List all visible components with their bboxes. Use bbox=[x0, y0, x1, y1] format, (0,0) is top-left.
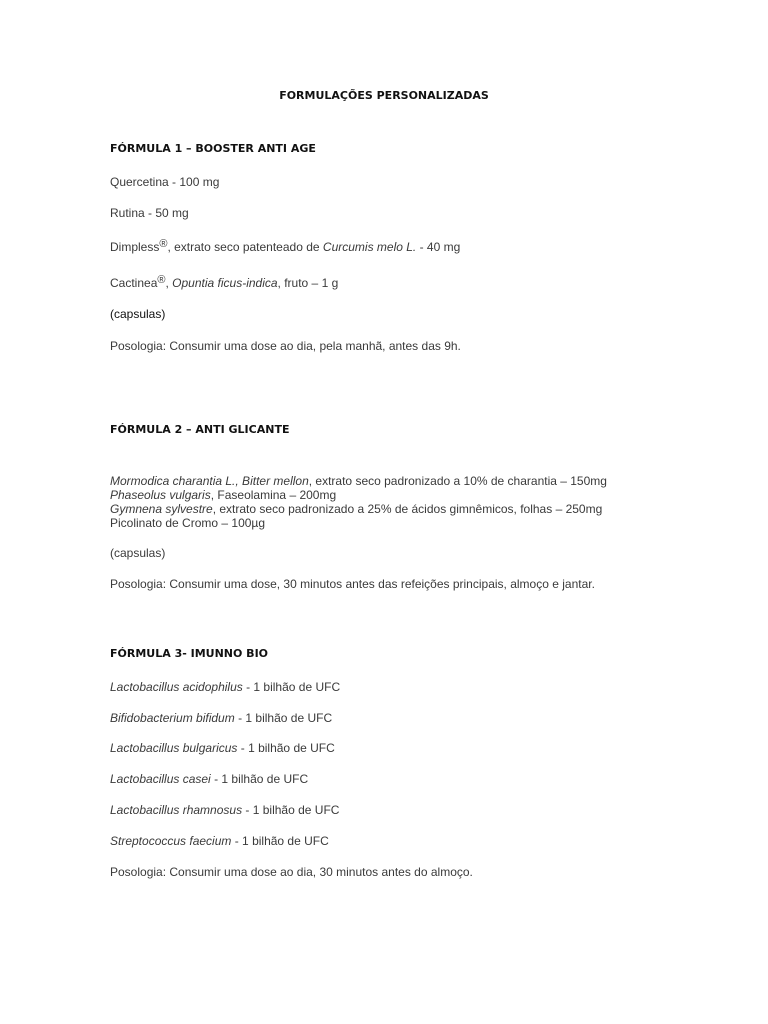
formula-1-line-4 bbox=[110, 276, 338, 290]
ingredient-species: Lactobacillus rhamnosus bbox=[110, 803, 243, 817]
ingredient-species: Lactobacillus acidophilus bbox=[110, 680, 243, 694]
ingredient-name: Dimpless bbox=[110, 240, 160, 254]
document-title: FORMULAÇÕES PERSONALIZADAS bbox=[279, 89, 489, 102]
formula-2-line-1 bbox=[110, 474, 607, 488]
ingredient-text: , extrato seco patenteado de bbox=[167, 240, 323, 254]
formula-3-item bbox=[110, 741, 335, 755]
ingredient-dose: , extrato seco padronizado a 25% de ácidos gimnêmicos, folhas – 250mg bbox=[212, 502, 603, 516]
ingredient-species: Bifidobacterium bifidum bbox=[110, 711, 235, 725]
ingredient-dose: - 1 bilhão de UFC bbox=[237, 741, 335, 755]
formula-3-item bbox=[110, 711, 332, 725]
ingredient-species: Curcumis melo L. bbox=[322, 240, 417, 254]
ingredient-species: Streptococcus faecium bbox=[110, 834, 232, 848]
formula-1-heading: FÓRMULA 1 – BOOSTER ANTI AGE bbox=[110, 142, 316, 155]
ingredient-species: Lactobacillus casei bbox=[110, 772, 211, 786]
ingredient-text: , bbox=[165, 276, 173, 290]
ingredient-dose: - 40 mg bbox=[416, 240, 461, 254]
formula-3-item bbox=[110, 680, 340, 694]
formula-1-line-2: Rutina - 50 mg bbox=[110, 206, 189, 220]
formula-1-form: (capsulas) bbox=[110, 307, 166, 321]
ingredient-dose: - 1 bilhão de UFC bbox=[231, 834, 329, 848]
formula-1-posology: Posologia: Consumir uma dose ao dia, pela manhã, antes das 9h. bbox=[110, 339, 461, 353]
formula-2-form: (capsulas) bbox=[110, 546, 166, 560]
ingredient-name: Cactinea bbox=[110, 276, 158, 290]
registered-mark: ® bbox=[159, 238, 168, 250]
ingredient-species: Mormodica charantia L., Bitter mellon bbox=[110, 474, 309, 488]
ingredient-species: Lactobacillus bulgaricus bbox=[110, 741, 238, 755]
formula-2-posology: Posologia: Consumir uma dose, 30 minutos antes das refeições principais, almoço e jantar. bbox=[110, 577, 595, 591]
formula-3-item bbox=[110, 834, 329, 848]
ingredient-species: Gymnena sylvestre bbox=[110, 502, 213, 516]
formula-2-line-3 bbox=[110, 502, 602, 516]
ingredient-species: Opuntia ficus-indica bbox=[172, 276, 278, 290]
formula-3-posology: Posologia: Consumir uma dose ao dia, 30 minutos antes do almoço. bbox=[110, 865, 473, 879]
formula-1-line-1: Quercetina - 100 mg bbox=[110, 175, 220, 189]
ingredient-dose: - 1 bilhão de UFC bbox=[242, 803, 340, 817]
formula-2-heading: FÓRMULA 2 – ANTI GLICANTE bbox=[110, 423, 290, 436]
registered-mark: ® bbox=[157, 274, 166, 286]
ingredient-dose: , fruto – 1 g bbox=[277, 276, 339, 290]
ingredient-dose: - 1 bilhão de UFC bbox=[242, 680, 341, 694]
ingredient-dose: , extrato seco padronizado a 10% de charantia – 150mg bbox=[308, 474, 607, 488]
ingredient-species: Phaseolus vulgaris bbox=[110, 488, 211, 502]
ingredient-dose: - 1 bilhão de UFC bbox=[234, 711, 333, 725]
formula-3-item bbox=[110, 803, 339, 817]
formula-3-heading: FÓRMULA 3- IMUNNO BIO bbox=[110, 647, 269, 660]
ingredient-dose: , Faseolamina – 200mg bbox=[210, 488, 337, 502]
formula-1-line-3 bbox=[110, 240, 460, 254]
ingredient-dose: - 1 bilhão de UFC bbox=[210, 772, 309, 786]
formula-3-item bbox=[110, 772, 308, 786]
formula-2-line-4: Picolinato de Cromo – 100µg bbox=[110, 516, 266, 530]
formula-2-line-2 bbox=[110, 488, 336, 502]
